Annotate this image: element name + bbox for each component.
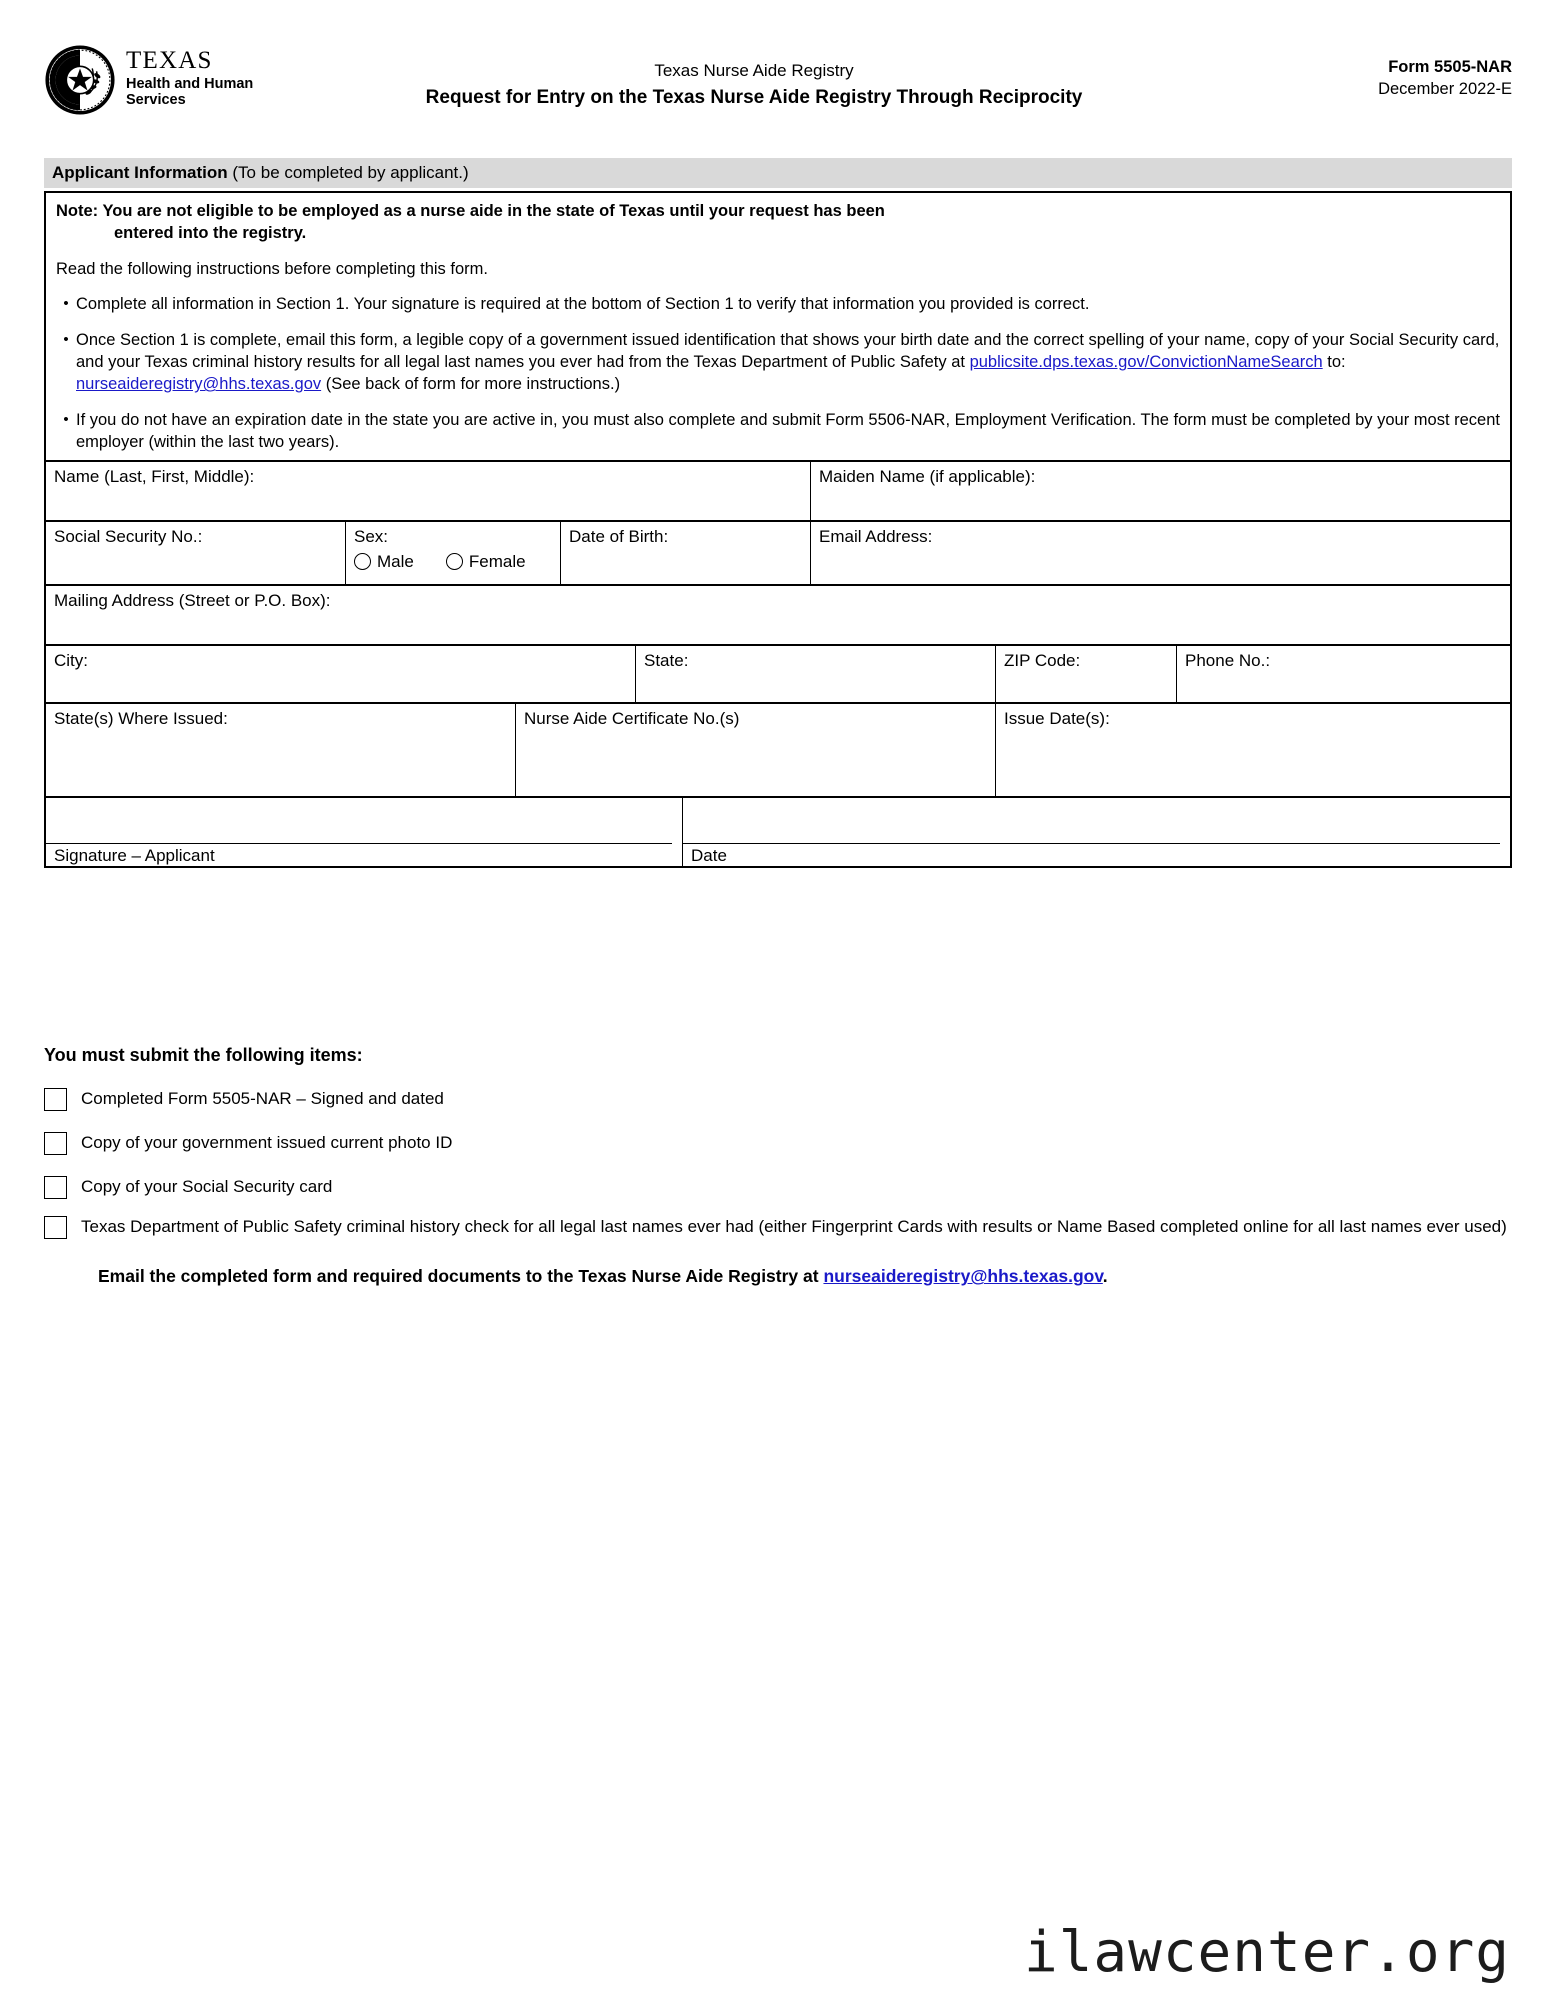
bullet-dot-icon: • <box>63 331 69 349</box>
field-row-name <box>46 462 1510 522</box>
field-sex-label: Sex: <box>354 526 389 546</box>
field-ssn-label: Social Security No.: <box>54 526 203 546</box>
checklist-item-label: Copy of your government issued current photo ID <box>81 1133 453 1153</box>
checklist-item-label: Copy of your Social Security card <box>81 1177 333 1197</box>
field-email-address[interactable] <box>811 522 1510 584</box>
checklist-item[interactable] <box>44 1131 1512 1155</box>
field-signature-applicant[interactable] <box>46 798 683 866</box>
field-signature-label: Signature – Applicant <box>54 845 215 865</box>
field-phone-label: Phone No.: <box>1185 650 1271 670</box>
field-signature-date[interactable] <box>683 798 1510 866</box>
checklist-item[interactable] <box>44 1087 1512 1111</box>
logo-subline-1: Health and Human <box>126 76 254 92</box>
field-email-label: Email Address: <box>819 526 933 546</box>
field-states-issued-label: State(s) Where Issued: <box>54 708 228 728</box>
field-maiden-name-label: Maiden Name (if applicable): <box>819 466 1036 486</box>
instruction-bullet-2-text <box>76 330 1500 396</box>
field-mailing-address[interactable] <box>46 586 1510 644</box>
email-instruction-prefix: Email the completed form and required documents to the Texas Nurse Aide Registry at <box>98 1266 824 1287</box>
instruction-bullet-1-text: Complete all information in Section 1. Your signature is required at the bottom of Section 1 to verify that information you provided is correct. <box>76 295 1090 314</box>
section-subtitle: (To be completed by applicant.) <box>227 163 469 182</box>
bullet2-part2: to: <box>1322 353 1346 372</box>
field-maiden-name[interactable] <box>811 462 1510 520</box>
field-social-security-number[interactable] <box>46 522 346 584</box>
texas-state-seal-icon <box>44 44 116 116</box>
field-zip-label: ZIP Code: <box>1004 650 1081 670</box>
radio-male-icon[interactable] <box>354 553 371 570</box>
field-city[interactable] <box>46 646 636 702</box>
dps-conviction-name-search-link[interactable]: publicsite.dps.texas.gov/ConvictionNameSearch <box>969 353 1323 372</box>
page-header <box>44 40 1512 124</box>
registry-email-link[interactable]: nurseaideregistry@hhs.texas.gov <box>76 375 322 394</box>
section-title: Applicant Information <box>52 163 228 182</box>
field-row-signature <box>46 798 1510 866</box>
site-watermark: ilawcenter.org <box>1023 1920 1510 1985</box>
field-sex <box>346 522 561 584</box>
checklist-item[interactable] <box>44 1175 1512 1199</box>
field-issue-dates-label: Issue Date(s): <box>1004 708 1110 728</box>
field-city-label: City: <box>54 650 88 670</box>
note-text: You are not eligible to be employed as a nurse aide in the state of Texas until your request has been <box>98 202 885 220</box>
bullet-dot-icon: • <box>63 411 69 429</box>
field-states-where-issued[interactable] <box>46 704 516 796</box>
field-row-mailing-address <box>46 586 1510 646</box>
instruction-bullet-3 <box>56 410 1500 454</box>
field-date-label: Date <box>691 845 727 865</box>
field-row-ssn-sex-dob-email <box>46 522 1510 586</box>
field-row-city-state-zip-phone <box>46 646 1510 704</box>
page-title: Request for Entry on the Texas Nurse Aide Registry Through Reciprocity <box>425 86 1083 108</box>
form-number-block <box>1378 56 1512 101</box>
signature-rule <box>46 843 672 844</box>
instruction-bullet-1 <box>56 294 1500 316</box>
field-mailing-address-label: Mailing Address (Street or P.O. Box): <box>54 590 331 610</box>
field-issue-dates[interactable] <box>996 704 1510 796</box>
field-date-of-birth[interactable] <box>561 522 811 584</box>
page-subtitle: Texas Nurse Aide Registry <box>654 61 854 80</box>
field-name-label: Name (Last, First, Middle): <box>54 466 255 486</box>
field-zip-code[interactable] <box>996 646 1177 702</box>
instructions-block <box>46 193 1510 462</box>
field-dob-label: Date of Birth: <box>569 526 669 546</box>
radio-female-icon[interactable] <box>446 553 463 570</box>
field-row-certificate <box>46 704 1510 798</box>
field-state-label: State: <box>644 650 689 670</box>
agency-logo <box>44 44 253 116</box>
logo-brand: TEXAS <box>126 47 213 74</box>
applicant-information-box <box>44 191 1512 868</box>
checklist-item-label: Texas Department of Public Safety criminal history check for all legal last names ever had (either Fingerprint Cards with results or Name Based completed online for all last names ever used) <box>81 1217 1507 1237</box>
checkbox-icon[interactable] <box>44 1176 67 1199</box>
field-nurse-aide-certificate-number[interactable] <box>516 704 996 796</box>
field-certificate-no-label: Nurse Aide Certificate No.(s) <box>524 708 740 728</box>
field-state[interactable] <box>636 646 996 702</box>
checklist-title: You must submit the following items: <box>44 1045 363 1065</box>
submission-email-link[interactable]: nurseaideregistry@hhs.texas.gov <box>823 1266 1103 1287</box>
sex-option-female-label: Female <box>468 552 526 572</box>
note-text-line2: entered into the registry. <box>114 223 307 242</box>
read-instructions-line: Read the following instructions before completing this form. <box>56 259 488 278</box>
instruction-bullet-2 <box>56 330 1500 396</box>
sex-options <box>354 551 560 572</box>
checklist-item-label: Completed Form 5505-NAR – Signed and dated <box>81 1089 444 1109</box>
title-block <box>224 60 1284 111</box>
email-instruction-suffix: . <box>1102 1266 1108 1287</box>
note-label: Note: <box>56 202 99 220</box>
bullet2-part3: (See back of form for more instructions.) <box>321 375 621 394</box>
checkbox-icon[interactable] <box>44 1216 67 1239</box>
submission-checklist <box>44 1044 1512 1288</box>
bullet-dot-icon: • <box>63 295 69 313</box>
instruction-bullet-3-text: If you do not have an expiration date in the state you are active in, you must also complete and submit Form 5506-NAR, Employment Verification. The form must be completed by your most recent employer (within the last two years). <box>76 411 1500 451</box>
form-number: Form 5505-NAR <box>1388 58 1512 76</box>
logo-subline-2: Services <box>126 92 186 109</box>
bullet2-part1: Once Section 1 is complete, email this form, a legible copy of a government issued identification that shows your birth date and the correct spelling of your name, copy of your Social Security card, and your Texas criminal history results for all legal last names you ever had from the Texas Department of Public Safety at <box>76 331 1500 372</box>
checklist-item[interactable] <box>44 1215 1512 1239</box>
eligibility-note <box>56 201 1500 245</box>
checkbox-icon[interactable] <box>44 1088 67 1111</box>
field-name[interactable] <box>46 462 811 520</box>
date-rule <box>683 843 1500 844</box>
form-revision-date: December 2022-E <box>1378 80 1512 99</box>
section-header-applicant-information <box>44 158 1512 188</box>
submission-email-instruction <box>44 1265 1512 1288</box>
field-phone-number[interactable] <box>1177 646 1510 702</box>
checkbox-icon[interactable] <box>44 1132 67 1155</box>
sex-option-male-label: Male <box>377 552 414 572</box>
